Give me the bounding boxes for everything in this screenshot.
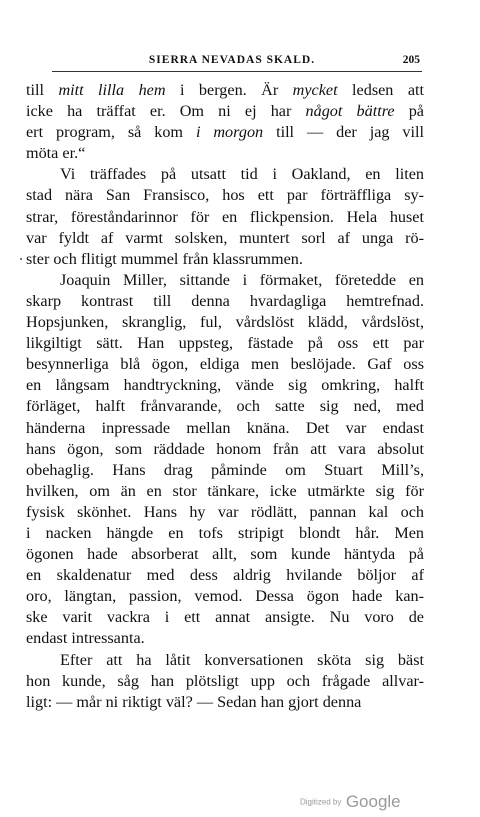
text-line xyxy=(26,628,424,649)
text-line xyxy=(26,671,424,692)
line-text: hon kunde, såg han plötsligt upp och frågade allvar- xyxy=(26,671,424,690)
running-title: SIERRA NEVADAS SKALD. xyxy=(148,54,316,66)
text-line xyxy=(26,439,424,460)
text-line xyxy=(26,396,424,417)
text-line xyxy=(26,333,424,354)
digitized-label: Digitized by xyxy=(300,797,342,807)
emphasis-text: något bättre xyxy=(305,102,395,121)
emphasis-text: i morgon xyxy=(195,123,264,142)
line-text: till — der jag vill xyxy=(263,123,424,142)
body-text xyxy=(26,80,424,713)
text-line xyxy=(26,185,424,206)
line-text: ske varit vackra i ett annat ansigte. Nu voro de xyxy=(26,608,424,627)
line-text: Hopsjunken, skranglig, ful, vårdslöst klädd, vårdslöst, xyxy=(26,313,424,332)
line-text: en skaldenatur med dess aldrig hvilande böljor af xyxy=(26,566,424,585)
line-text: ert program, så kom xyxy=(26,123,196,142)
google-logo: Google xyxy=(345,792,401,811)
line-text: ster och flitigt mummel från klassrummen. xyxy=(26,249,303,268)
line-text: ligt: –– mår ni riktigt väl? — Sedan han gjort denna xyxy=(26,692,362,711)
line-text: likgiltigt sätt. Han uppsteg, fästade på oss ett par xyxy=(26,334,424,353)
text-line xyxy=(26,101,424,122)
text-line xyxy=(26,481,424,502)
text-line xyxy=(26,249,424,270)
text-line xyxy=(26,354,424,375)
text-line xyxy=(26,692,424,713)
text-line xyxy=(26,164,424,185)
line-text: Vi träffades på utsatt tid i Oakland, en liten xyxy=(60,165,424,184)
line-text: möta er.“ xyxy=(26,144,86,163)
line-text: ledsen att xyxy=(337,81,425,99)
header-rule xyxy=(52,71,422,72)
line-text: skarp kontrast till denna hvardagliga hemtrefnad. xyxy=(26,291,424,310)
line-text: händerna inpressade mellan knäna. Det var endast xyxy=(26,418,424,437)
text-line xyxy=(26,122,424,143)
line-text: besynnerliga blå ögon, eldiga men beslöjade. Gaf oss xyxy=(26,355,424,374)
line-text: var fyldt af varmt solsken, muntert sorl af unga rö- xyxy=(26,228,424,247)
text-line xyxy=(26,207,424,228)
line-text: Efter att ha låtit konversationen sköta sig bäst xyxy=(60,650,424,669)
line-text: endast intressanta. xyxy=(26,629,145,648)
line-text: i bergen. Är xyxy=(165,81,293,99)
line-text: ögonen hade absorberat allt, som kunde häntyda på xyxy=(26,545,424,564)
text-line xyxy=(26,586,424,607)
line-text: en långsam handtryckning, vände sig omkring, halft xyxy=(26,376,424,395)
text-line xyxy=(26,650,424,671)
text-line xyxy=(26,80,424,101)
text-line xyxy=(26,143,424,164)
emphasis-text: mitt lilla hem xyxy=(58,81,166,99)
page-number: 205 xyxy=(402,54,420,66)
text-line xyxy=(26,375,424,396)
line-text: på xyxy=(394,102,424,121)
text-line xyxy=(26,418,424,439)
emphasis-text: mycket xyxy=(292,81,338,99)
line-text: i nacken hängde en tofs stripigt blondt hår. Men xyxy=(26,523,424,542)
text-line xyxy=(26,291,424,312)
line-text: icke ha träffat er. Om ni ej har xyxy=(26,102,306,121)
text-line xyxy=(26,270,424,291)
text-line xyxy=(26,544,424,565)
text-line xyxy=(26,565,424,586)
running-header xyxy=(52,52,420,70)
text-line xyxy=(26,607,424,628)
text-line xyxy=(26,502,424,523)
text-line xyxy=(26,228,424,249)
line-text: till xyxy=(26,81,59,99)
text-line xyxy=(26,312,424,333)
text-line xyxy=(26,460,424,481)
line-text: fysisk skönhet. Hans hy var rödlätt, pannan kal och xyxy=(26,502,424,521)
line-text: strar, föreståndarinnor för en flickpension. Hela huset xyxy=(26,207,424,226)
line-text: förläget, halft frånvarande, och satte sig ned, med xyxy=(26,397,424,416)
line-text: stad nära San Fransisco, hos ett par förträffliga sy- xyxy=(26,186,424,205)
line-text: obehaglig. Hans drag påminde om Stuart Mill’s, xyxy=(26,460,424,479)
text-line xyxy=(26,523,424,544)
line-text: Joaquin Miller, sittande i förmaket, företedde en xyxy=(60,270,424,289)
line-text: hvilken, om än en stor tänkare, icke utmärkte sig för xyxy=(26,481,424,500)
line-text: oro, längtan, passion, vemod. Dessa ögon hade kan- xyxy=(26,587,424,606)
line-text: hans ögon, som räddade honom från att vara absolut xyxy=(26,439,424,458)
digitized-watermark xyxy=(300,792,420,812)
margin-speck xyxy=(20,258,22,260)
